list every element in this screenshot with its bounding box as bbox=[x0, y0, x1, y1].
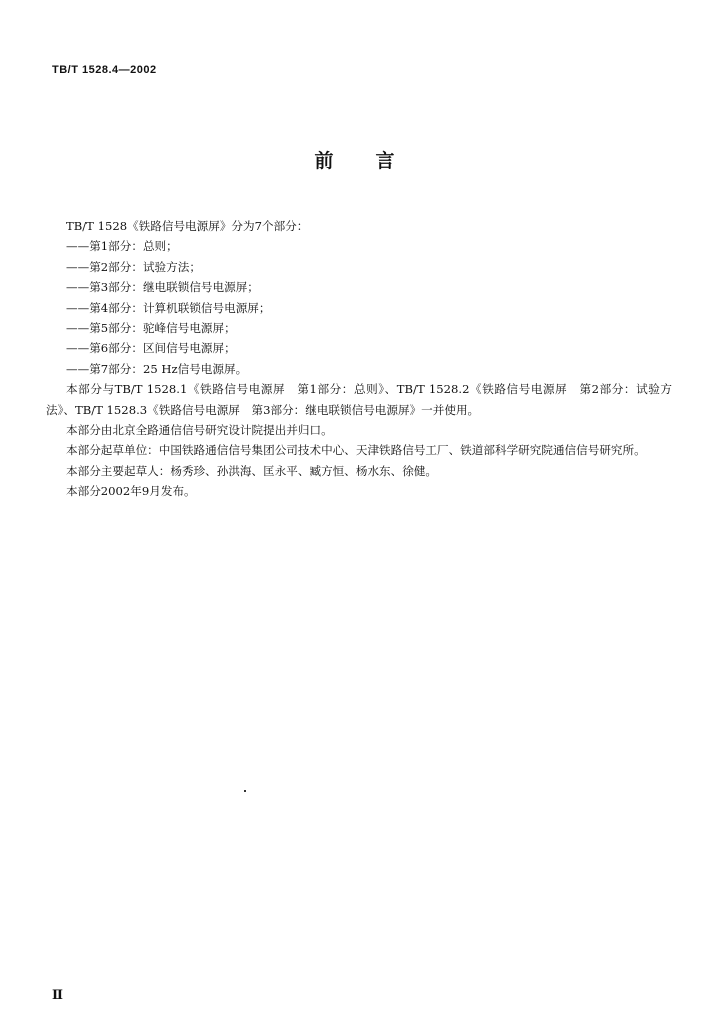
usage-paragraph: 本部分与TB/T 1528.1《铁路信号电源屏 第1部分：总则》、TB/T 1528.2《铁路信号电源屏 第2部分：试验方法》、TB/T 1528.3《铁路信号电源屏 第3部分：继电联锁信号电源屏》一并使用。 bbox=[46, 382, 672, 417]
page-number: Ⅱ bbox=[52, 988, 63, 1003]
list-item-part-6: ——第6部分：区间信号电源屏； bbox=[66, 341, 236, 356]
foreword-body bbox=[46, 216, 672, 502]
proposer-paragraph: 本部分由北京全路通信信号研究设计院提出并归口。 bbox=[66, 423, 333, 438]
drafting-units-paragraph: 本部分起草单位：中国铁路通信信号集团公司技术中心、天津铁路信号工厂、铁道部科学研究院通信信号研究所。 bbox=[66, 443, 646, 458]
list-item-part-3: ——第3部分：继电联锁信号电源屏； bbox=[66, 280, 259, 295]
standard-code-header: TB/T 1528.4—2002 bbox=[52, 64, 157, 76]
release-paragraph: 本部分2002年9月发布。 bbox=[66, 484, 196, 499]
list-item-part-2: ——第2部分：试验方法； bbox=[66, 259, 201, 274]
list-item-part-1: ——第1部分：总则； bbox=[66, 239, 178, 254]
scan-speck bbox=[244, 790, 246, 792]
list-item-part-5: ——第5部分：驼峰信号电源屏； bbox=[66, 321, 236, 336]
page-title: 前言 bbox=[314, 150, 437, 172]
drafters-paragraph: 本部分主要起草人：杨秀珍、孙洪海、匡永平、臧方恒、杨水东、徐健。 bbox=[66, 463, 438, 478]
list-item-part-4: ——第4部分：计算机联锁信号电源屏； bbox=[66, 300, 271, 315]
list-item-part-7: ——第7部分：25 Hz信号电源屏。 bbox=[66, 361, 248, 376]
intro-paragraph: TB/T 1528《铁路信号电源屏》分为7个部分： bbox=[66, 219, 309, 233]
